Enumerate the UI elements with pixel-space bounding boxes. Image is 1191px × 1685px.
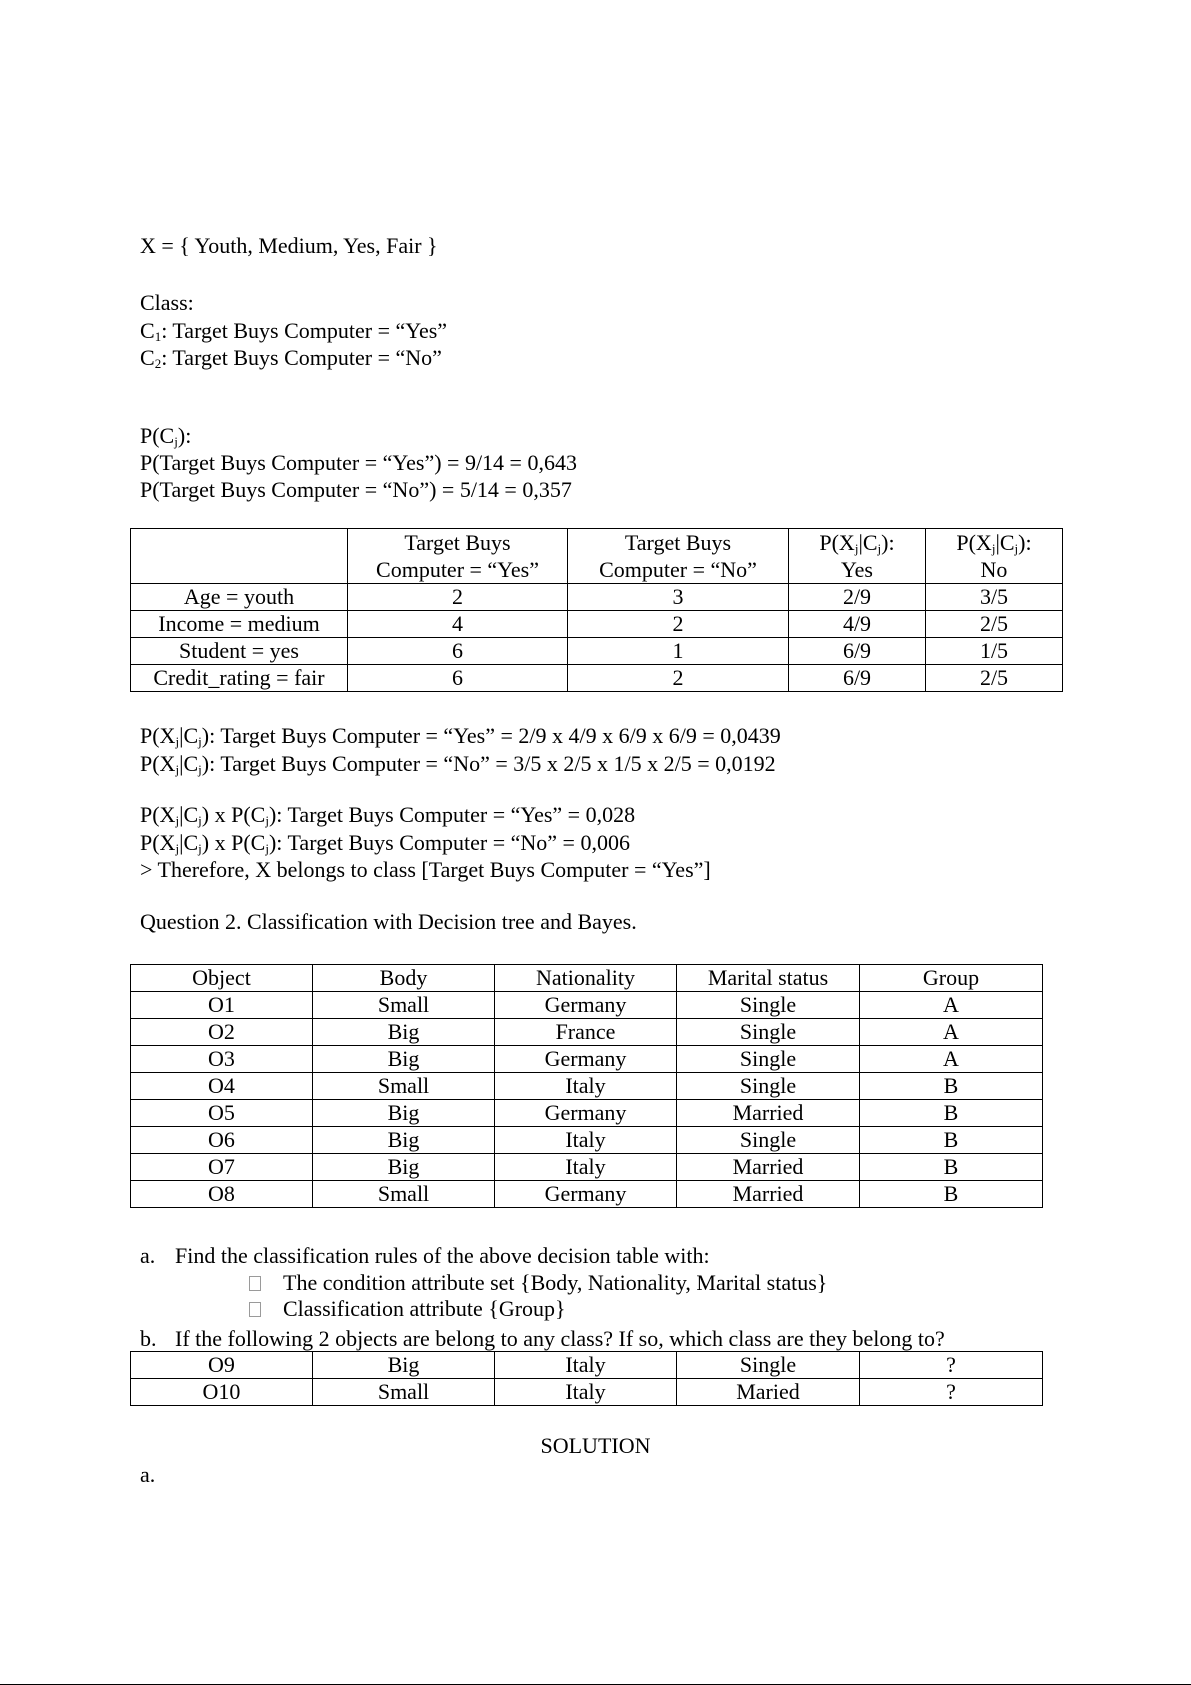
cell-group: B — [860, 1073, 1043, 1100]
table-row — [131, 1100, 1043, 1127]
cell-object: O6 — [131, 1127, 313, 1154]
header-marital-status: Marital status — [677, 965, 860, 992]
cell-body: Big — [313, 1046, 495, 1073]
cell-marital: Single — [677, 1046, 860, 1073]
table-row — [131, 611, 1063, 638]
cell-body: Big — [313, 1154, 495, 1181]
table-header-row — [131, 965, 1043, 992]
table-row — [131, 665, 1063, 692]
part-b-label: b. — [140, 1326, 157, 1351]
part-b-text: If the following 2 objects are belong to any class? If so, which class are they belong to? — [175, 1326, 945, 1351]
cell-body: Small — [313, 992, 495, 1019]
header-object: Object — [131, 965, 313, 992]
header-empty — [131, 529, 348, 584]
cell-object: O1 — [131, 992, 313, 1019]
solution-heading: SOLUTION — [540, 1433, 651, 1458]
cell-object: O7 — [131, 1154, 313, 1181]
cell-object: O4 — [131, 1073, 313, 1100]
cell-nationality: Italy — [495, 1154, 677, 1181]
table-row — [131, 1046, 1043, 1073]
solution-part-a: a. — [140, 1462, 156, 1487]
cell-nationality: Italy — [495, 1352, 677, 1379]
table-row — [131, 1379, 1043, 1406]
likelihood-table — [130, 528, 1063, 692]
decision-table — [130, 964, 1043, 1208]
header-body: Body — [313, 965, 495, 992]
x-definition: X = { Youth, Medium, Yes, Fair } — [140, 233, 438, 258]
cell-no: 1 — [568, 638, 789, 665]
table-row — [131, 584, 1063, 611]
cell-body: Small — [313, 1181, 495, 1208]
cell-pyes: 6/9 — [789, 665, 926, 692]
table-row — [131, 1019, 1043, 1046]
cell-pyes: 6/9 — [789, 638, 926, 665]
cell-group: B — [860, 1127, 1043, 1154]
checkbox-bullet-icon — [249, 1276, 261, 1291]
cell-object: O3 — [131, 1046, 313, 1073]
cell-no: 3 — [568, 584, 789, 611]
cell-group: B — [860, 1181, 1043, 1208]
cell-marital: Single — [677, 1127, 860, 1154]
checkbox-bullet-icon — [249, 1302, 261, 1317]
header-prob-no: $P(X_j|C_j)$: No — [926, 529, 1063, 584]
header-target-yes: Target Buys Computer = “Yes” — [348, 529, 568, 584]
cell-nationality: Germany — [495, 1046, 677, 1073]
cell-marital: Married — [677, 1100, 860, 1127]
prior-yes: P(Target Buys Computer = “Yes”) = 9/14 = 0,643 — [140, 450, 577, 475]
cell-object: O10 — [131, 1379, 313, 1406]
header-prob-yes: $P(X_j|C_j)$: Yes — [789, 529, 926, 584]
cell-nationality: Germany — [495, 1181, 677, 1208]
cell-marital: Single — [677, 1352, 860, 1379]
header-target-no: Target Buys Computer = “No” — [568, 529, 789, 584]
cell-marital: Single — [677, 1019, 860, 1046]
cell-group: A — [860, 1019, 1043, 1046]
posterior-yes: $P(X_j|C_j)$ x $P(C_j)$: Target Buys Computer = “Yes” = 0,028 — [140, 802, 636, 828]
cell-no: 2 — [568, 665, 789, 692]
part-a-label: a. — [140, 1243, 156, 1268]
class-heading: Class: — [140, 290, 194, 315]
prior-no: P(Target Buys Computer = “No”) = 5/14 = 0,357 — [140, 477, 572, 502]
table-row — [131, 1127, 1043, 1154]
cell-marital: Married — [677, 1154, 860, 1181]
cell-yes: 4 — [348, 611, 568, 638]
cell-nationality: Germany — [495, 992, 677, 1019]
cell-pno: 2/5 — [926, 611, 1063, 638]
cell-body: Big — [313, 1352, 495, 1379]
cell-pyes: 4/9 — [789, 611, 926, 638]
cell-body: Big — [313, 1100, 495, 1127]
cell-attr: Income = medium — [131, 611, 348, 638]
header-group: Group — [860, 965, 1043, 992]
likelihood-yes: $P(X_j|C_j)$: Target Buys Computer = “Yes” = 2/9 x 4/9 x 6/9 x 6/9 = 0,0439 — [140, 723, 781, 749]
table-header-row — [131, 529, 1063, 584]
bullet-item: Classification attribute {Group} — [249, 1296, 566, 1322]
cell-nationality: Italy — [495, 1127, 677, 1154]
cell-body: Big — [313, 1019, 495, 1046]
cell-body: Small — [313, 1073, 495, 1100]
cell-nationality: France — [495, 1019, 677, 1046]
cell-group: A — [860, 992, 1043, 1019]
prior-heading: $P(C_j)$: — [140, 423, 192, 449]
cell-group: A — [860, 1046, 1043, 1073]
cell-body: Big — [313, 1127, 495, 1154]
question-2-heading: Question 2. Classification with Decision tree and Bayes. — [140, 909, 637, 934]
table-row — [131, 1181, 1043, 1208]
cell-marital: Single — [677, 992, 860, 1019]
cell-attr: Credit_rating = fair — [131, 665, 348, 692]
cell-nationality: Italy — [495, 1073, 677, 1100]
table-row — [131, 1154, 1043, 1181]
cell-group: B — [860, 1100, 1043, 1127]
likelihood-no: $P(X_j|C_j)$: Target Buys Computer = “No” = 3/5 x 2/5 x 1/5 x 2/5 = 0,0192 — [140, 751, 776, 777]
cell-marital: Married — [677, 1181, 860, 1208]
cell-object: O5 — [131, 1100, 313, 1127]
cell-marital: Single — [677, 1073, 860, 1100]
class-c1: $C_1$: Target Buys Computer = “Yes” — [140, 318, 448, 344]
query-objects-table — [130, 1351, 1043, 1406]
cell-object: O8 — [131, 1181, 313, 1208]
cell-group: ? — [860, 1352, 1043, 1379]
table-row — [131, 1352, 1043, 1379]
cell-body: Small — [313, 1379, 495, 1406]
bullet-item: The condition attribute set {Body, Nationality, Marital status} — [249, 1270, 827, 1296]
cell-nationality: Germany — [495, 1100, 677, 1127]
conclusion: > Therefore, X belongs to class [Target Buys Computer = “Yes”] — [140, 857, 711, 882]
cell-yes: 6 — [348, 638, 568, 665]
cell-attr: Student = yes — [131, 638, 348, 665]
cell-object: O9 — [131, 1352, 313, 1379]
table-row — [131, 638, 1063, 665]
cell-group: ? — [860, 1379, 1043, 1406]
cell-yes: 2 — [348, 584, 568, 611]
cell-pyes: 2/9 — [789, 584, 926, 611]
cell-pno: 1/5 — [926, 638, 1063, 665]
table-row — [131, 1073, 1043, 1100]
cell-no: 2 — [568, 611, 789, 638]
header-nationality: Nationality — [495, 965, 677, 992]
posterior-no: $P(X_j|C_j)$ x $P(C_j)$: Target Buys Computer = “No” = 0,006 — [140, 830, 630, 856]
cell-group: B — [860, 1154, 1043, 1181]
cell-yes: 6 — [348, 665, 568, 692]
cell-pno: 2/5 — [926, 665, 1063, 692]
cell-marital: Maried — [677, 1379, 860, 1406]
cell-attr: Age = youth — [131, 584, 348, 611]
part-a-text: Find the classification rules of the above decision table with: — [175, 1243, 710, 1268]
cell-nationality: Italy — [495, 1379, 677, 1406]
table-row — [131, 992, 1043, 1019]
cell-pno: 3/5 — [926, 584, 1063, 611]
cell-object: O2 — [131, 1019, 313, 1046]
class-c2: $C_2$: Target Buys Computer = “No” — [140, 345, 442, 371]
